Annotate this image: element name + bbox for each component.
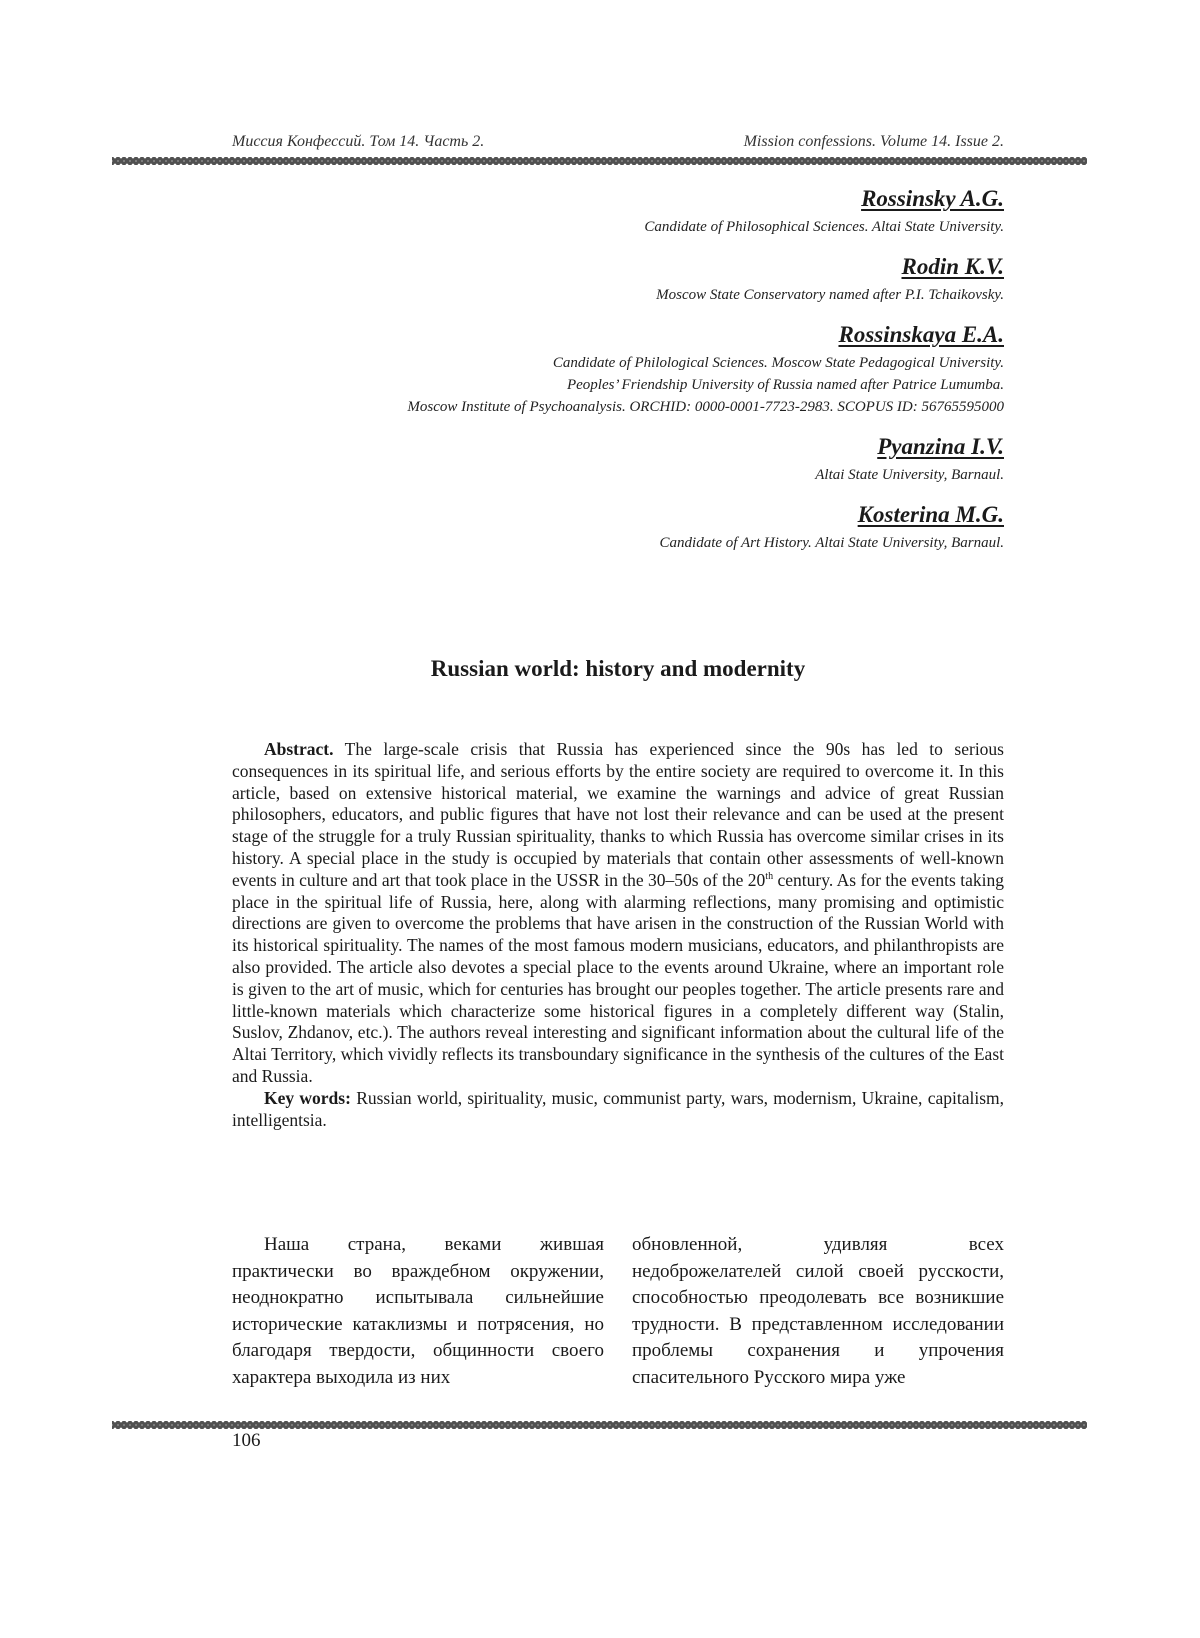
body-column-right: обновленной, удивляя всех недоброжелателей силой своей русскости, способностью преодолевать все возникшие трудности. В представленном исследовании проблемы сохранения и упрочения спасительного Русского мира уже: [632, 1234, 1004, 1388]
body-column-left: Наша страна, веками жившая практически во враждебном окружении, неоднократно испытывала сильнейшие исторические катаклизмы и потрясения, но благодаря твердости, общинности своего характера выходила из них: [232, 1234, 604, 1388]
abstract-text: The large-scale crisis that Russia has experienced since the 90s has led to serious consequences in its spiritual life, and serious efforts by the entire society are required to overcome it. In this article, based on extensive historical material, we examine the warnings and advice of great Russian philosophers, educators, and public figures that have not lost their relevance and can be used at the present stage of the struggle for a truly Russian spirituality, thanks to which Russia has overcome similar crises in its history. A special place in the study is occupied by materials that contain other assessments of well-known events in culture and art that took place in the USSR in the 30–50s of the 20: [232, 739, 1004, 890]
abstract-paragraph: [232, 739, 1004, 1088]
header-journal-ru: Миссия Конфессий. Том 14. Часть 2.: [232, 133, 485, 150]
abstract-superscript: th: [765, 870, 774, 882]
author-affiliation: Moscow Institute of Psychoanalysis. ORCHID: 0000-0001-7723-2983. SCOPUS ID: 56765595000: [407, 399, 1004, 415]
author-affiliation: Candidate of Philological Sciences. Moscow State Pedagogical University.: [552, 355, 1004, 371]
running-header: [232, 133, 1004, 155]
abstract-label: Abstract.: [264, 739, 334, 759]
top-ornament-divider: [112, 157, 1087, 165]
author-name: Rodin K.V.: [901, 254, 1004, 279]
header-journal-en: Mission confessions. Volume 14. Issue 2.: [743, 133, 1004, 150]
body-columns: [232, 1232, 1004, 1394]
author-name: Kosterina M.G.: [857, 502, 1004, 527]
author-block: [232, 500, 1004, 554]
author-block: [232, 252, 1004, 306]
keywords-text: Russian world, spirituality, music, communist party, wars, modernism, Ukraine, capitalism, intelligentsia.: [232, 1087, 1004, 1130]
author-affiliation: Moscow State Conservatory named after P.I. Tchaikovsky.: [656, 287, 1004, 303]
author-name: Rossinsky A.G.: [861, 186, 1004, 211]
article-title: Russian world: history and modernity: [430, 656, 806, 681]
keywords-label: Key words:: [264, 1087, 351, 1108]
author-block: [232, 432, 1004, 486]
abstract-text-continued: century. As for the events taking place in the spiritual life of Russia, here, along with alarming reflections, many promising and optimistic directions are given to overcome the problems that have arisen in the construction of the Russian World with its historical spirituality. The names of the most famous modern musicians, educators, and philanthropists are also provided. The article also devotes a special place to the events around Ukraine, where an important role is given to the art of music, which for centuries has brought our peoples together. The article presents rare and little-known materials which characterize some historical figures in a completely different way (Stalin, Suslov, Zhdanov, etc.). The authors reveal interesting and significant information about the cultural life of the Altai Territory, which vividly reflects its transboundary significance in the synthesis of the cultures of the East and Russia.: [232, 869, 1004, 1086]
bottom-ornament-divider: [112, 1421, 1087, 1429]
author-affiliation: Candidate of Art History. Altai State University, Barnaul.: [659, 535, 1004, 551]
page-number: 106: [232, 1430, 261, 1451]
author-name: Rossinskaya E.A.: [838, 322, 1004, 347]
author-affiliation: Peoples’ Friendship University of Russia named after Patrice Lumumba.: [566, 377, 1004, 393]
author-list: [232, 184, 1004, 568]
abstract-section: [232, 739, 1004, 1131]
author-affiliation: Candidate of Philosophical Sciences. Altai State University.: [644, 219, 1004, 235]
author-block: [232, 320, 1004, 418]
author-name: Pyanzina I.V.: [877, 434, 1004, 459]
keywords-paragraph: [232, 1088, 1004, 1132]
author-block: [232, 184, 1004, 238]
author-affiliation: Altai State University, Barnaul.: [815, 467, 1004, 483]
